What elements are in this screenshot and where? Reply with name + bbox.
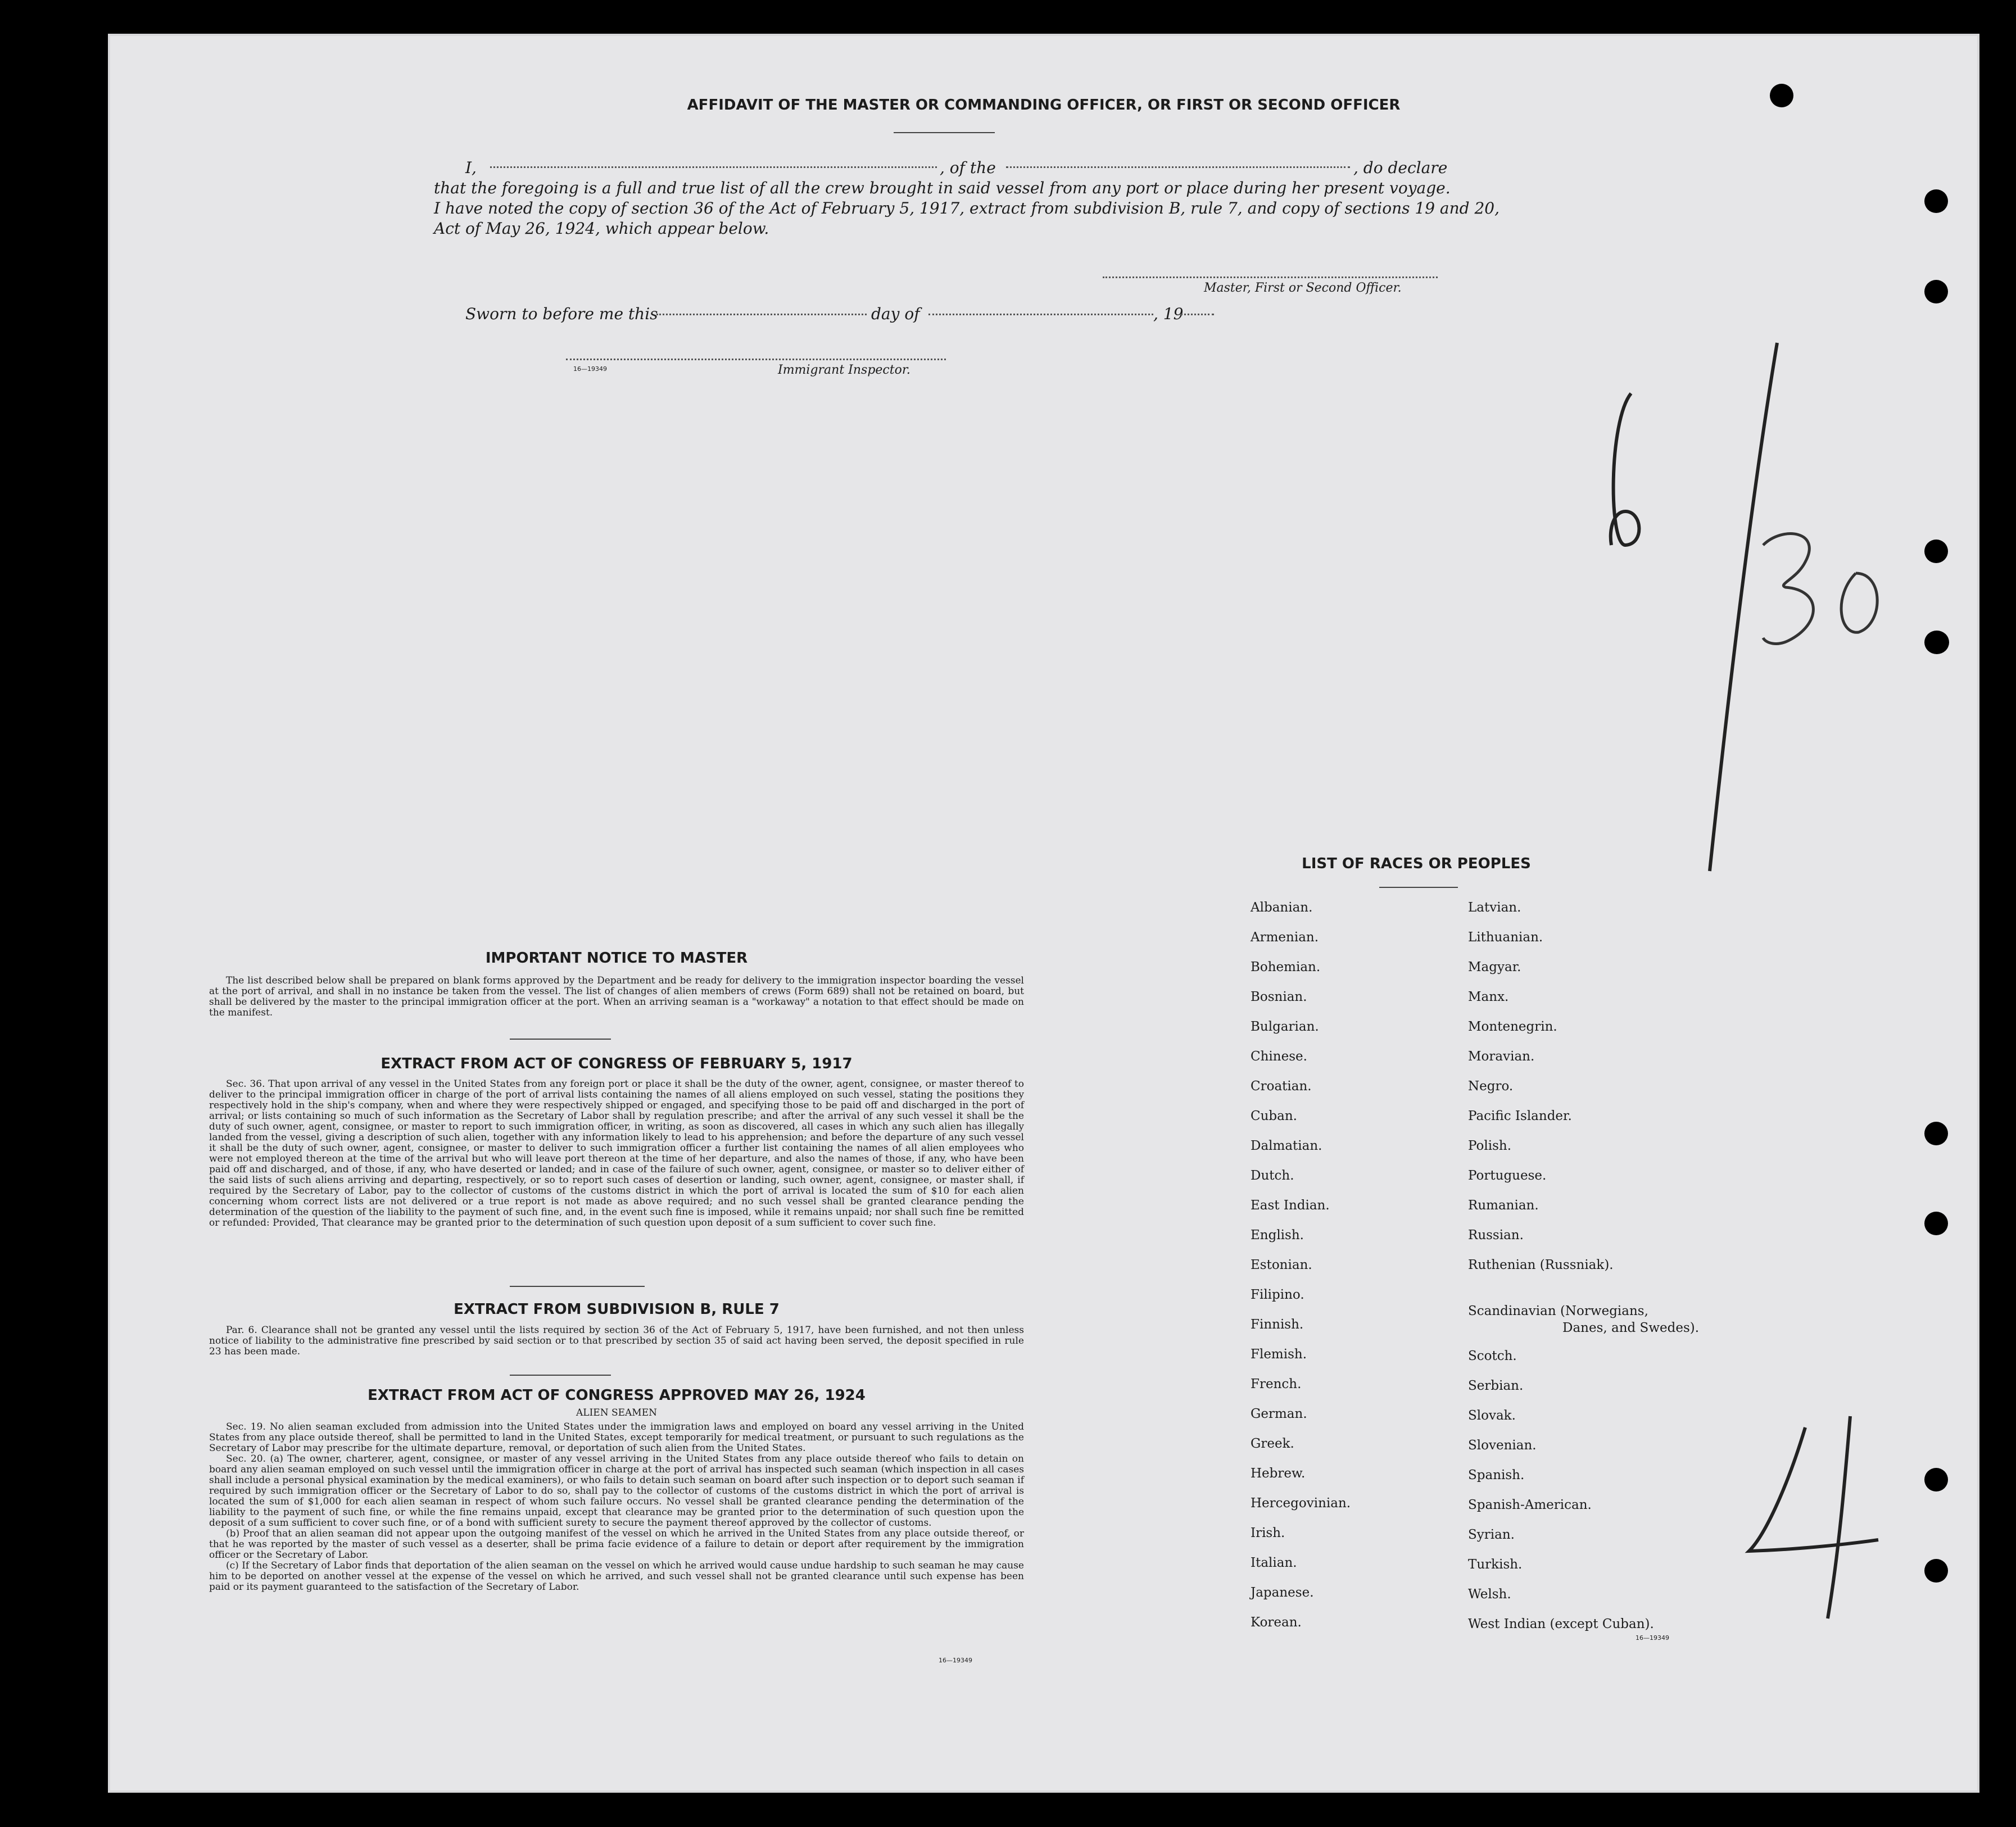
form-number-races: 16—19349: [1636, 1634, 1669, 1642]
sec36-paragraph: Sec. 36. That upon arrival of any vessel in the United States from any foreign port or place it shall be the duty of the owner, agent, consignee, or master thereof to deliver to the principal immigration officer in charge of the port of arrival lists containing the names of all aliens employed on such vessel, stating the positions they respectively hold in the ship's company, when and where they were respectively shipped or engaged, and specifying those to be paid off and discharged in the port of arrival; or lists containing so much of such information as the Secretary of Labor shall by regulation prescribe; and after the arrival of any such vessel it shall be the duty of such owner, agent, consignee, or master to report to such immigration officer, in writing, as soon as discovered, all cases in which any such alien has illegally landed from the vessel, giving a description of such alien, together with any information likely to lead to his apprehension; and before the departure of any such vessel it shall be the duty of such owner, agent, consignee, or master to deliver to such immigration officer a further list containing the names of all alien employees who were not employed thereon at the time of the arrival but who will leave port thereon at the time of her departure, and also the names of those, if any, who have been paid off and discharged, and of those, if any, who have deserted or landed; and in case of the failure of such owner, agent, consignee, or master so to deliver either of the said lists of such aliens arriving and departing, respectively, or so to report such cases of desertion or landing, such owner, agent, consignee, or master shall, if required by the Secretary of Labor, pay to the collector of customs of the customs district in which the port of arrival is located the sum of $10 for each alien concerning whom correct lists are not delivered or a true report is not made as above required; and no such vessel shall be granted clearance pending the determination of the question of the liability to the payment of such fine, and, in the event such fine is imposed, while it remains unpaid; nor shall such fine be remitted or refunded: Provided, That clearance may be granted prior to the determination of such question upon deposit of a sum sufficient to cover such fine.: [209, 1078, 1025, 1228]
subdivision-title: EXTRACT FROM SUBDIVISION B, RULE 7: [454, 1301, 780, 1318]
race-item: Portuguese.: [1468, 1168, 1547, 1183]
alien-seamen-subtitle: ALIEN SEAMEN: [576, 1407, 657, 1418]
race-item: Montenegrin.: [1468, 1019, 1557, 1034]
handwritten-digit-6: [1611, 393, 1639, 545]
race-item: Latvian.: [1468, 900, 1521, 915]
race-item: French.: [1251, 1377, 1302, 1391]
race-item: English.: [1251, 1228, 1304, 1243]
handwritten-date-marks: [1440, 309, 2002, 927]
sec20c-paragraph: (c) If the Secretary of Labor finds that deportation of the alien seaman on the vessel on which he arrived would cause undue hardship to such seaman he may cause him to be deported on another vessel at the expense of the vessel on which he arrived, and such vessel shall not be granted clearance until such expense has been paid or its payment guaranteed to the satisfaction of the Secretary of Labor.: [209, 1560, 1024, 1593]
extract-1924-body: [209, 1422, 1024, 1593]
race-item: Korean.: [1251, 1615, 1302, 1630]
subdivision-body: [209, 1325, 1024, 1357]
inspector-signature-field[interactable]: [566, 359, 946, 360]
vessel-field[interactable]: [1006, 166, 1350, 168]
sec20b-paragraph: (b) Proof that an alien seaman did not appear upon the outgoing manifest of the vessel on which he arrived in the United States from any place outside thereof, or that he was reported by the master of such vessel as a deserter, shall be prima facie evidence of a failure to detain or deport after requirement by the immigration officer or the Secretary of Labor.: [209, 1528, 1024, 1561]
punch-hole: [1924, 189, 1948, 213]
day-of-label: day of: [871, 305, 920, 323]
affidavit-line2: that the foregoing is a full and true list of all the crew brought in said vessel from any port or place during her present voyage.: [434, 179, 1451, 197]
handwritten-digit-3: [1763, 534, 1813, 644]
sworn-month-field[interactable]: [928, 314, 1153, 315]
race-item: Filipino.: [1251, 1287, 1304, 1302]
race-item: Greek.: [1251, 1436, 1294, 1451]
extract-1924-title: EXTRACT FROM ACT OF CONGRESS APPROVED MAY 26, 1924: [368, 1387, 866, 1404]
race-item: German.: [1251, 1407, 1307, 1421]
race-item: Scandinavian (Norwegians,: [1468, 1304, 1648, 1318]
race-item: Bulgarian.: [1251, 1019, 1319, 1034]
notice-paragraph: The list described below shall be prepared on blank forms approved by the Department and be ready for delivery to the immigration inspector boarding the vessel at the port of arrival, and shall in no instance be taken from the vessel. The list of changes of alien members of crews (Form 689) shall not be retained on board, but shall be delivered by the master to the principal immigration officer at the port. When an arriving seaman is a "workaway" a notation to that effect should be made on the manifest.: [209, 975, 1024, 1018]
affidavit-line4: Act of May 26, 1924, which appear below.: [434, 219, 769, 238]
race-item: Hercegovinian.: [1251, 1496, 1351, 1511]
race-item: Italian.: [1251, 1556, 1297, 1570]
race-item: Lithuanian.: [1468, 930, 1543, 945]
sworn-label: Sworn to before me this: [465, 305, 658, 323]
race-item: Manx.: [1468, 990, 1509, 1004]
handwritten-page-number-marks: [1738, 1405, 1884, 1641]
race-item: Finnish.: [1251, 1317, 1304, 1332]
race-item: Syrian.: [1468, 1527, 1515, 1542]
race-item: Spanish-American.: [1468, 1498, 1592, 1512]
year-label: , 19: [1153, 305, 1184, 323]
race-item: Polish.: [1468, 1139, 1512, 1153]
extract-1917-body: [209, 1079, 1024, 1228]
affidavit-line3: I have noted the copy of section 36 of the Act of February 5, 1917, extract from subdivision B, rule 7, and copy of sections 19 and 20,: [434, 199, 1500, 217]
race-item: Croatian.: [1251, 1079, 1312, 1094]
race-item: Irish.: [1251, 1526, 1285, 1540]
punch-hole: [1924, 1122, 1948, 1145]
race-item: Estonian.: [1251, 1258, 1312, 1272]
race-item: Serbian.: [1468, 1379, 1524, 1393]
race-item: Danes, and Swedes).: [1562, 1321, 1700, 1335]
punch-hole: [1924, 1468, 1948, 1491]
punch-hole: [1924, 1212, 1948, 1235]
race-item: Russian.: [1468, 1228, 1524, 1243]
race-item: Scotch.: [1468, 1349, 1517, 1363]
race-item: Magyar.: [1468, 960, 1521, 974]
master-signature-field[interactable]: [1103, 276, 1438, 278]
handwritten-4-stem: [1828, 1416, 1850, 1619]
form-number-bottom: 16—19349: [939, 1657, 972, 1664]
affidavit-i: I,: [465, 158, 477, 177]
handwritten-4-stroke: [1749, 1427, 1878, 1551]
race-item: Albanian.: [1251, 900, 1313, 915]
race-item: Bohemian.: [1251, 960, 1321, 974]
form-number-top: 16—19349: [573, 365, 607, 373]
race-item: East Indian.: [1251, 1198, 1330, 1213]
master-label: Master, First or Second Officer.: [1204, 281, 1402, 295]
race-item: Turkish.: [1468, 1557, 1523, 1572]
punch-hole: [1770, 84, 1793, 107]
punch-hole: [1924, 540, 1948, 563]
sworn-day-field[interactable]: [656, 314, 867, 315]
race-item: Hebrew.: [1251, 1466, 1306, 1481]
divider: [510, 1286, 645, 1287]
race-item: Chinese.: [1251, 1049, 1307, 1064]
race-item: Rumanian.: [1468, 1198, 1539, 1213]
race-item: West Indian (except Cuban).: [1468, 1617, 1654, 1631]
handwritten-slash: [1710, 343, 1777, 871]
race-item: Ruthenian (Russniak).: [1468, 1258, 1614, 1272]
affidavit-of-the: , of the: [940, 158, 996, 177]
race-item: Dutch.: [1251, 1168, 1294, 1183]
divider: [510, 1375, 611, 1376]
race-item: Dalmatian.: [1251, 1139, 1322, 1153]
notice-body: [209, 976, 1024, 1018]
punch-hole: [1924, 1559, 1948, 1583]
race-item: Flemish.: [1251, 1347, 1307, 1362]
affidavit-title: AFFIDAVIT OF THE MASTER OR COMMANDING OFFICER, OR FIRST OR SECOND OFFICER: [687, 97, 1401, 114]
race-item: Slovak.: [1468, 1408, 1516, 1423]
inspector-label: Immigrant Inspector.: [778, 363, 910, 377]
race-item: Negro.: [1468, 1079, 1514, 1094]
punch-hole: [1924, 280, 1948, 303]
race-item: Spanish.: [1468, 1468, 1525, 1483]
races-title: LIST OF RACES OR PEOPLES: [1302, 855, 1531, 872]
title-underline: [894, 132, 995, 133]
handwritten-digit-0: [1841, 573, 1877, 632]
year-field[interactable]: [1180, 314, 1214, 315]
extract-1917-title: EXTRACT FROM ACT OF CONGRESS OF FEBRUARY 5, 1917: [380, 1055, 853, 1072]
race-item: Moravian.: [1468, 1049, 1535, 1064]
sec20a-paragraph: Sec. 20. (a) The owner, charterer, agent, consignee, or master of any vessel arriving in the United States from any place outside thereof who fails to detain on board any alien seaman employed on such vessel until the immigration officer in charge at the port of arrival has inspected such seaman (which inspection in all cases shall include a personal physical examination by the medical examiners), or who fails to detain such seaman on board after such inspection or to deport such seaman if required by such immigration officer or the Secretary of Labor to do so, shall pay to the collector of customs of the customs district in which the port of arrival is located the sum of $1,000 for each alien seaman in respect of whom such failure occurs. No vessel shall be granted clearance pending the determination of the liability to the payment of such fine, or while the fine remains unpaid, except that clearance may be granted prior to the determination of such question upon the deposit of a sum sufficient to cover such fine, or of a bond with sufficient surety to secure the payment thereof approved by the collector of customs.: [209, 1453, 1024, 1529]
name-field[interactable]: [490, 166, 937, 168]
race-item: Bosnian.: [1251, 990, 1307, 1004]
affidavit-do-declare: , do declare: [1353, 158, 1448, 177]
race-item: Cuban.: [1251, 1109, 1297, 1123]
form-page: [108, 34, 1979, 1793]
divider: [510, 1039, 611, 1040]
race-item: Armenian.: [1251, 930, 1319, 945]
punch-hole: [1924, 631, 1949, 654]
race-item: Slovenian.: [1468, 1438, 1537, 1453]
sec19-paragraph: Sec. 19. No alien seaman excluded from admission into the United States under the immigration laws and employed on board any vessel arriving in the United States from any place outside thereof, shall be permitted to land in the United States, except temporarily for medical treatment, or pursuant to such regulations as the Secretary of Labor may prescribe for the ultimate departure, removal, or deportation of such alien from the United States.: [209, 1421, 1024, 1454]
par6-paragraph: Par. 6. Clearance shall not be granted any vessel until the lists required by section 36 of the Act of February 5, 1917, have been furnished, and not then unless notice of liability to the administrative fine prescribed by said section or to that prescribed by section 35 of said act having been served, the deposit specified in rule 23 has been made.: [209, 1325, 1024, 1357]
race-item: Welsh.: [1468, 1587, 1511, 1602]
race-item: Japanese.: [1251, 1585, 1314, 1600]
race-item: Pacific Islander.: [1468, 1109, 1572, 1123]
notice-title: IMPORTANT NOTICE TO MASTER: [485, 950, 748, 967]
